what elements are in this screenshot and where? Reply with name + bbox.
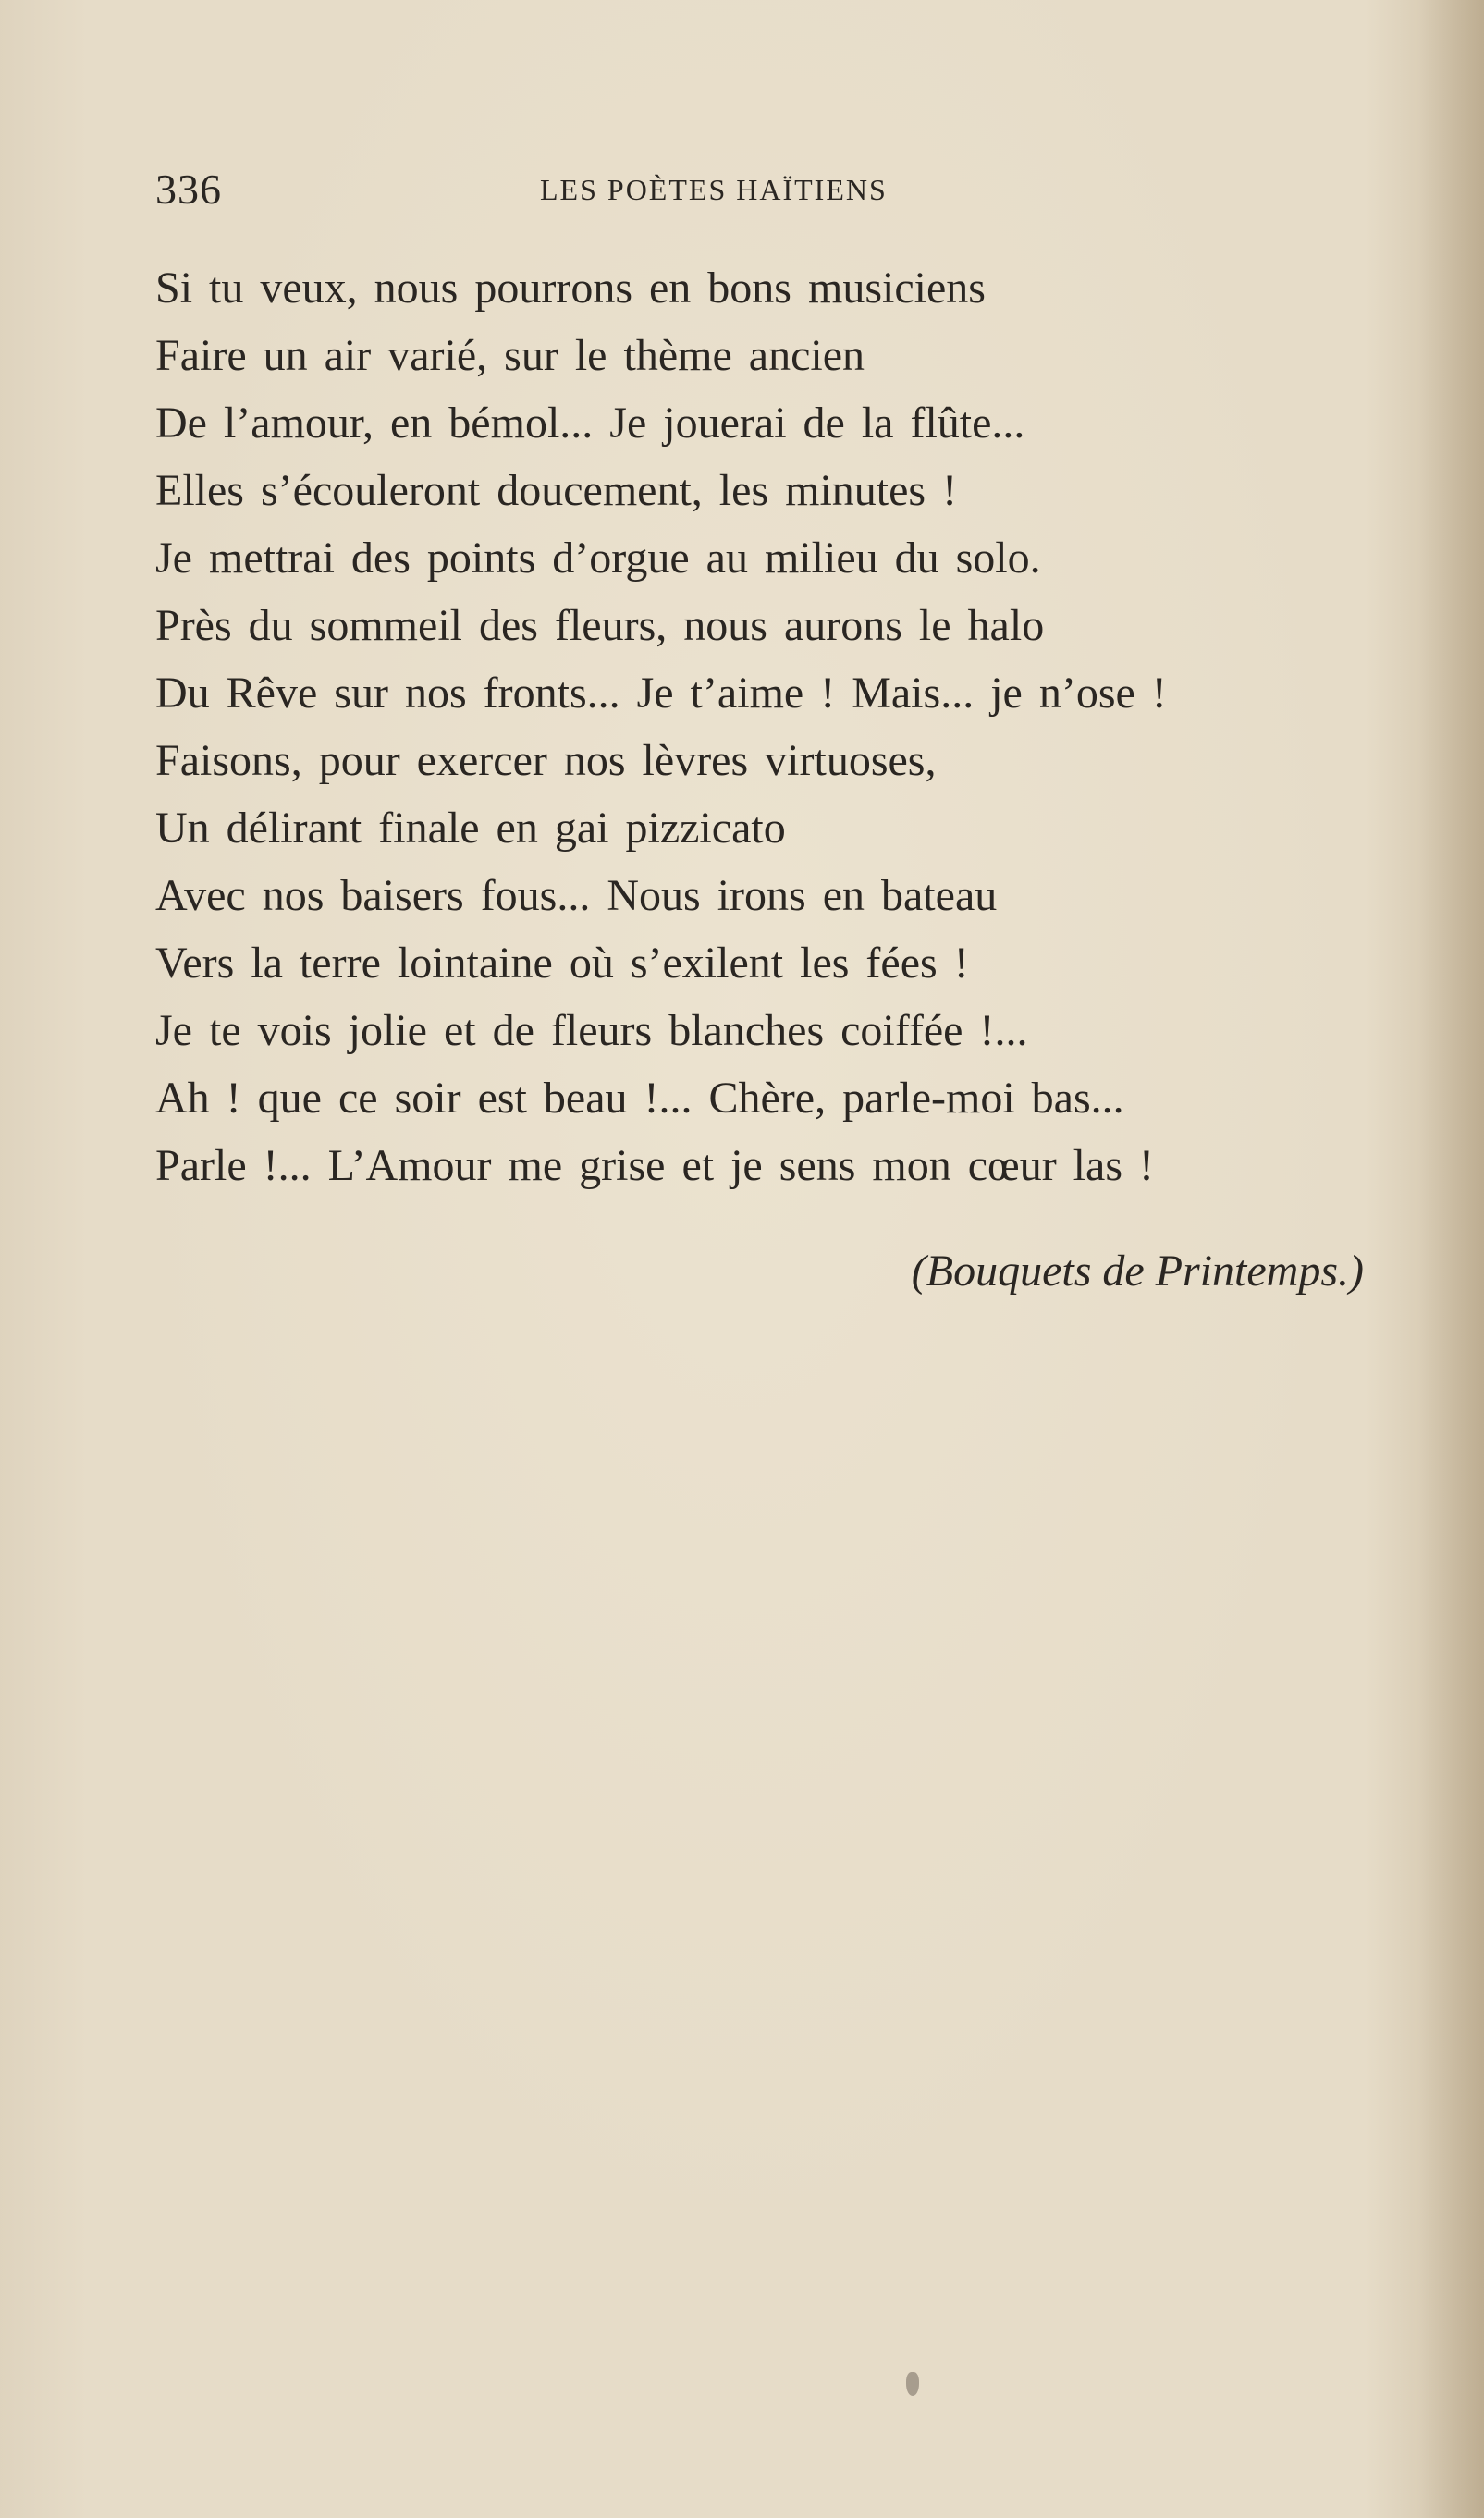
poem-line: Un délirant finale en gai pizzicato [155,804,786,853]
poem-line: Du Rêve sur nos fronts... Je t’aime ! Mais... je n’ose ! [155,669,1167,718]
poem-line: De l’amour, en bémol... Je jouerai de la flûte... [155,399,1025,448]
page-number: 336 [155,166,222,213]
poem-line: Faire un air varié, sur le thème ancien [155,331,865,380]
poem-line: Parle !... L’Amour me grise et je sens mon cœur las ! [155,1141,1154,1190]
poem-line: Je te vois jolie et de fleurs blanches coiffée !... [155,1006,1028,1055]
running-head [155,157,1394,222]
poem-line: Elles s’écouleront doucement, les minutes ! [155,466,958,515]
poem-text [155,254,1394,1199]
poem-line: Faisons, pour exercer nos lèvres virtuoses, [155,736,937,785]
poem-line: Près du sommeil des fleurs, nous aurons le halo [155,601,1045,650]
poem-line: Je mettrai des points d’orgue au milieu du solo. [155,534,1041,583]
poem-line: Vers la terre lointaine où s’exilent les fées ! [155,939,969,988]
source-citation: (Bouquets de Printemps.) [911,1247,1364,1296]
page-edge-shadow [1419,0,1484,2518]
poem-line: Avec nos baisers fous... Nous irons en bateau [155,871,998,920]
poem-line: Ah ! que ce soir est beau !... Chère, parle-moi bas... [155,1074,1124,1123]
book-title: LES POÈTES HAÏTIENS [540,173,888,206]
poem-line: Si tu veux, nous pourrons en bons musiciens [155,264,986,313]
ink-mark [906,2372,919,2396]
